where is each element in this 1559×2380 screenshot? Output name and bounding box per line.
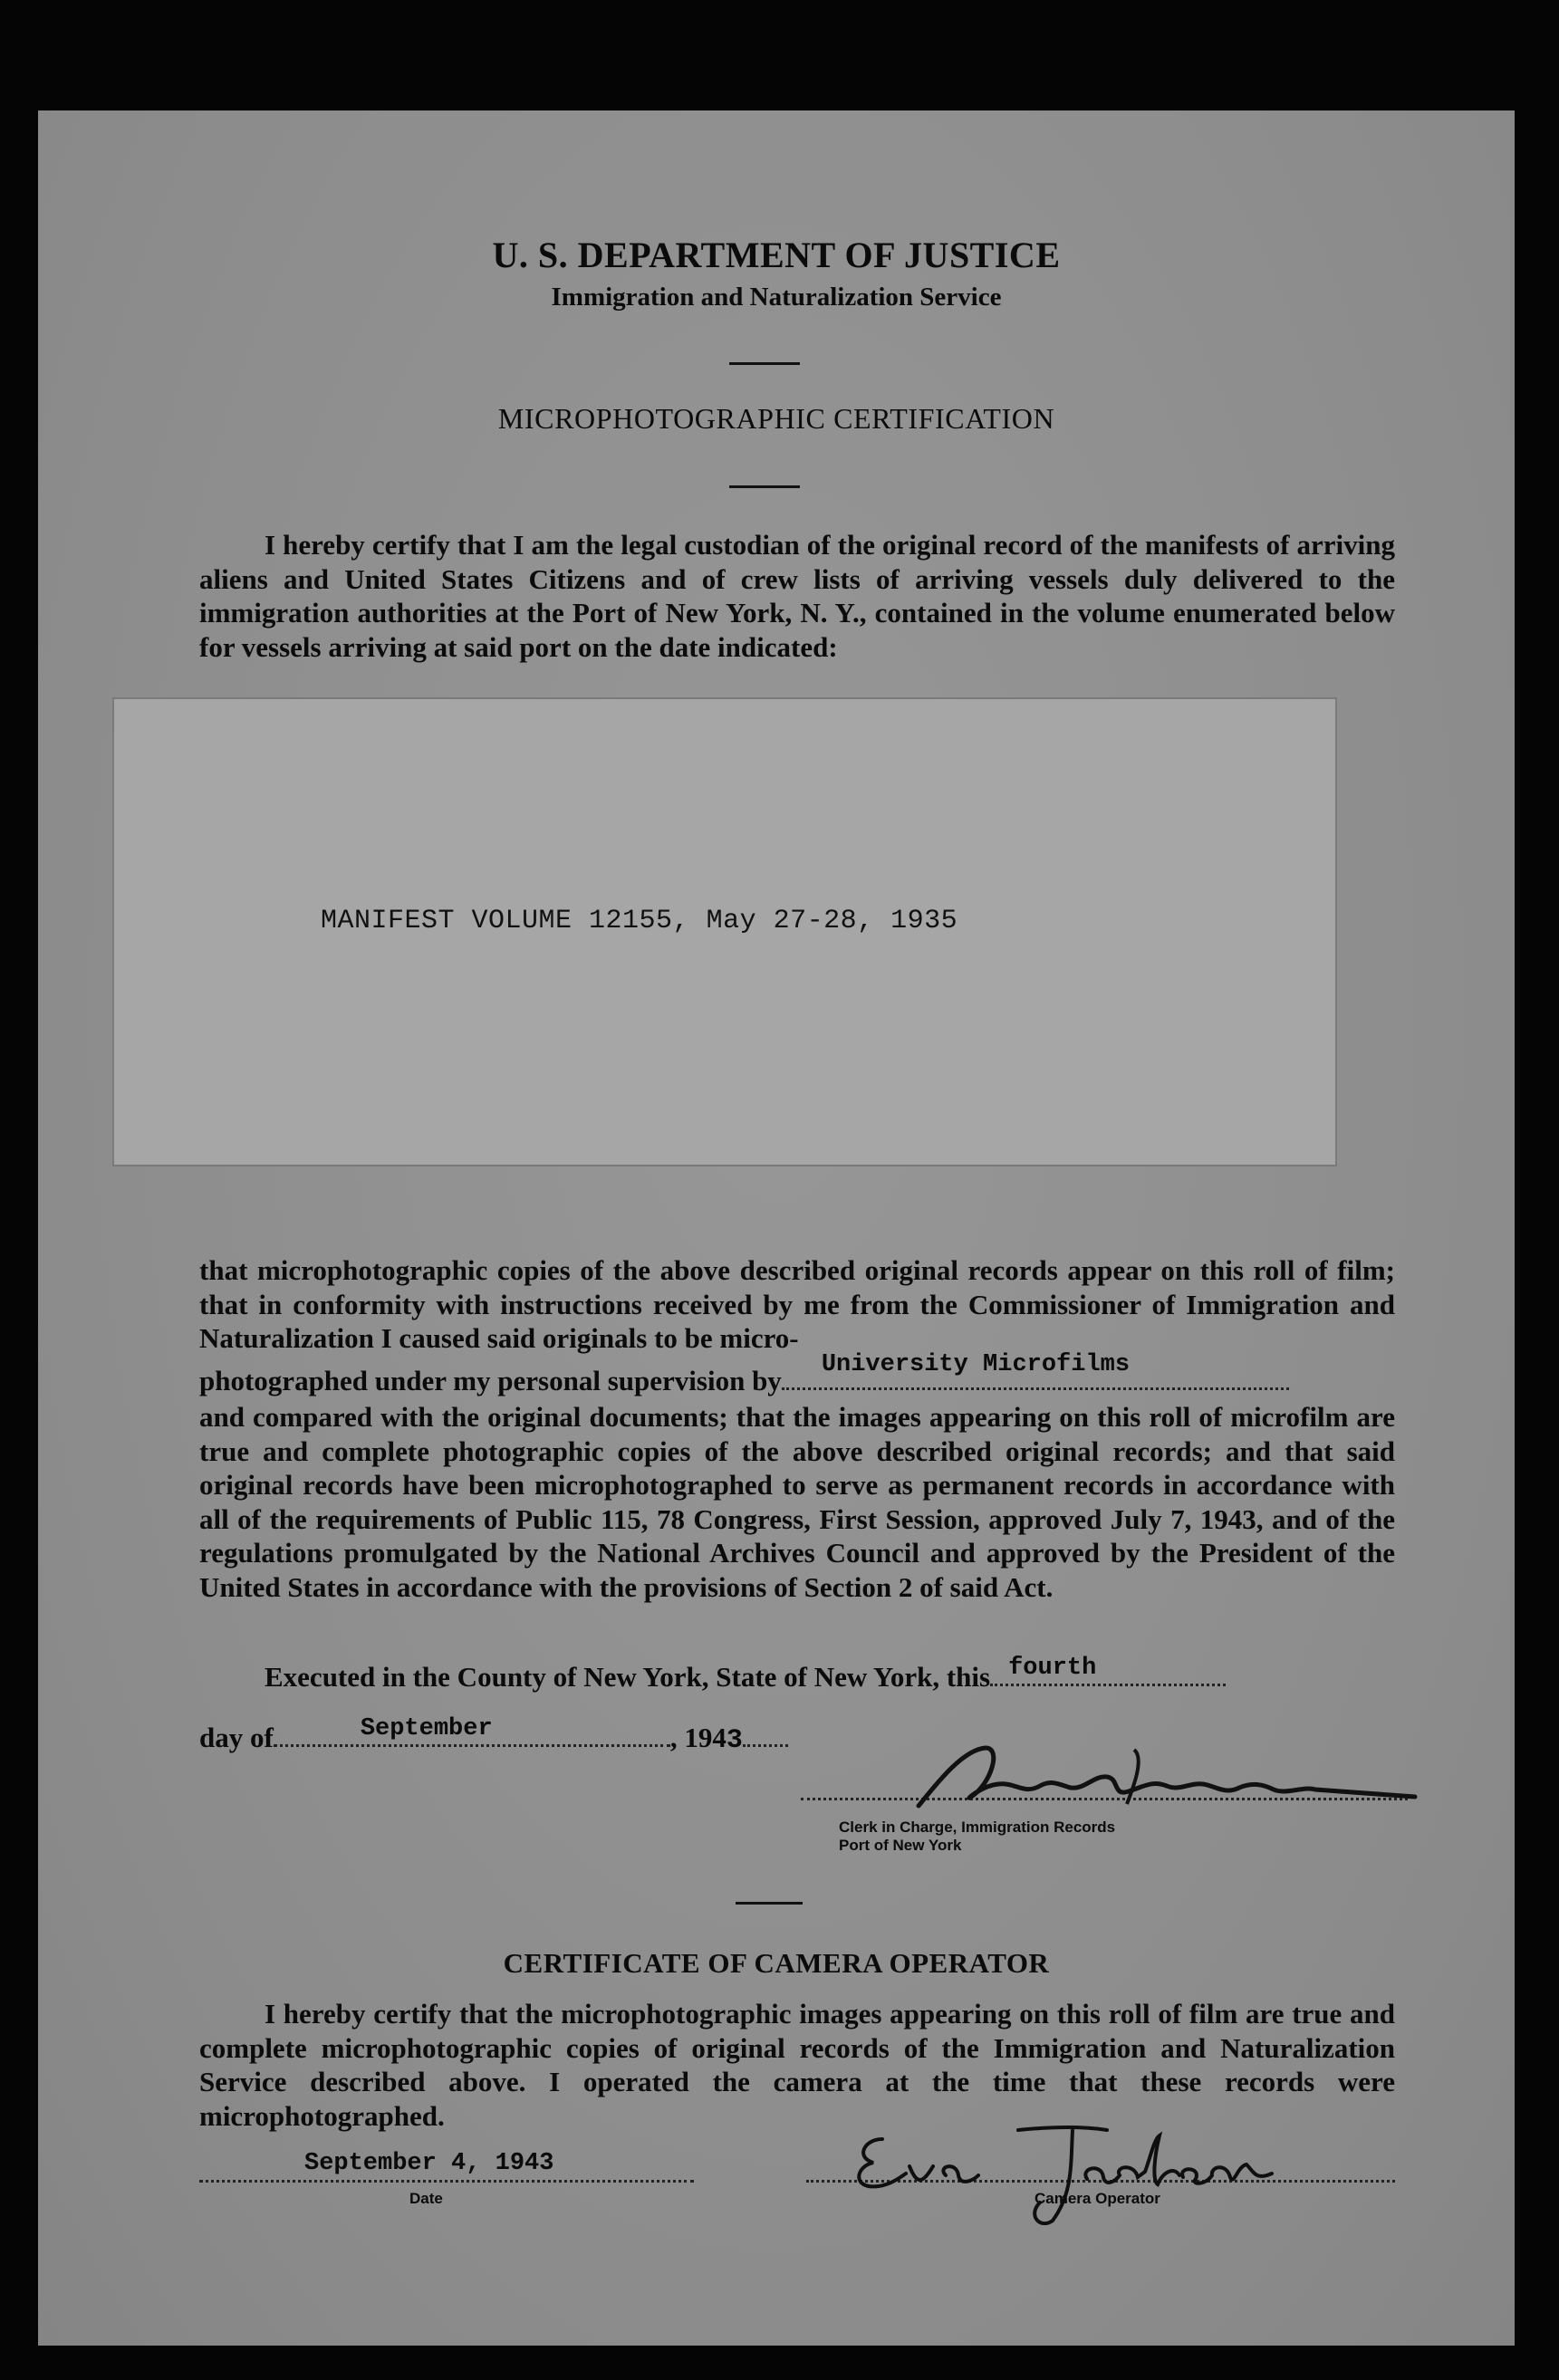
year-digit: 3 xyxy=(726,1725,743,1756)
intro-paragraph: I hereby certify that I am the legal custodian of the original record of the manifests of arriving aliens and United States Citizens and of crew lists of arriving vessels duly delivered to the immigration authorities at the Port of New York, N. Y., contained in the volume enumerated below for vessels arriving at said port on the date indicated: xyxy=(199,529,1395,663)
document-sheet xyxy=(38,110,1515,2346)
execution-day: fourth xyxy=(1008,1655,1097,1682)
supervision-line xyxy=(199,1351,1289,1397)
clerk-title xyxy=(839,1819,1115,1855)
execution-month: September xyxy=(360,1715,493,1742)
day-blank xyxy=(990,1655,1226,1686)
supervisor-blank xyxy=(782,1351,1289,1390)
day-of-line: day of September , 1943 xyxy=(199,1722,788,1756)
divider-rule xyxy=(736,1902,803,1905)
certification-paragraph-part1: that microphotographic copies of the above described original records appear on this roll of film; that in conformity with instructions received by me from the Commissioner of Immigration and Naturalization I caused said originals to be micro- xyxy=(199,1254,1395,1354)
clerk-signature xyxy=(908,1732,1433,1822)
execution-line xyxy=(265,1655,1226,1694)
execution-prefix: Executed in the County of New York, State of New York, this xyxy=(265,1661,991,1693)
day-of-label: day of xyxy=(199,1722,274,1753)
certification-title: MICROPHOTOGRAPHIC CERTIFICATION xyxy=(497,402,1055,435)
divider-rule xyxy=(729,362,800,365)
department-heading: U. S. DEPARTMENT OF JUSTICE xyxy=(492,235,1061,275)
date-blank xyxy=(199,2177,694,2183)
clerk-title-line2: Port of New York xyxy=(839,1837,962,1854)
clerk-title-line1: Clerk in Charge, Immigration Records xyxy=(839,1819,1116,1836)
operator-label: Camera Operator xyxy=(1035,2190,1160,2207)
supervisor-name: University Microfilms xyxy=(821,1351,1131,1378)
service-subheading: Immigration and Naturalization Service xyxy=(551,283,1002,312)
date-label: Date xyxy=(409,2190,443,2207)
camera-certificate-title: CERTIFICATE OF CAMERA OPERATOR xyxy=(503,1947,1050,1979)
camera-date: September 4, 1943 xyxy=(304,2150,554,2177)
supervision-prefix: photographed under my personal supervision by xyxy=(199,1365,782,1396)
divider-rule xyxy=(729,485,800,488)
certification-paragraph-part2: and compared with the original documents; that the images appearing on this roll of microfilm are true and complete photographic copies of the above described original records; and that said original records have been microphotographed to serve as permanent records in accordance with all of the requirements of Public 115, 78 Congress, First Session, approved July 7, 1943, and of the regulations promulgated by the National Archives Council and approved by the President of the United States in accordance with the provisions of Section 2 of said Act. xyxy=(199,1401,1395,1603)
manifest-volume-text: MANIFEST VOLUME 12155, May 27-28, 1935 xyxy=(321,906,958,936)
year-prefix: 194 xyxy=(684,1722,727,1753)
camera-certificate-text: I hereby certify that the microphotographic images appearing on this roll of film are true and complete microphotographic copies of original records of the Immigration and Naturalization Service described above. I operated the camera at the time that these records were microphotographed. xyxy=(199,1998,1395,2132)
operator-signature xyxy=(846,2103,1317,2230)
